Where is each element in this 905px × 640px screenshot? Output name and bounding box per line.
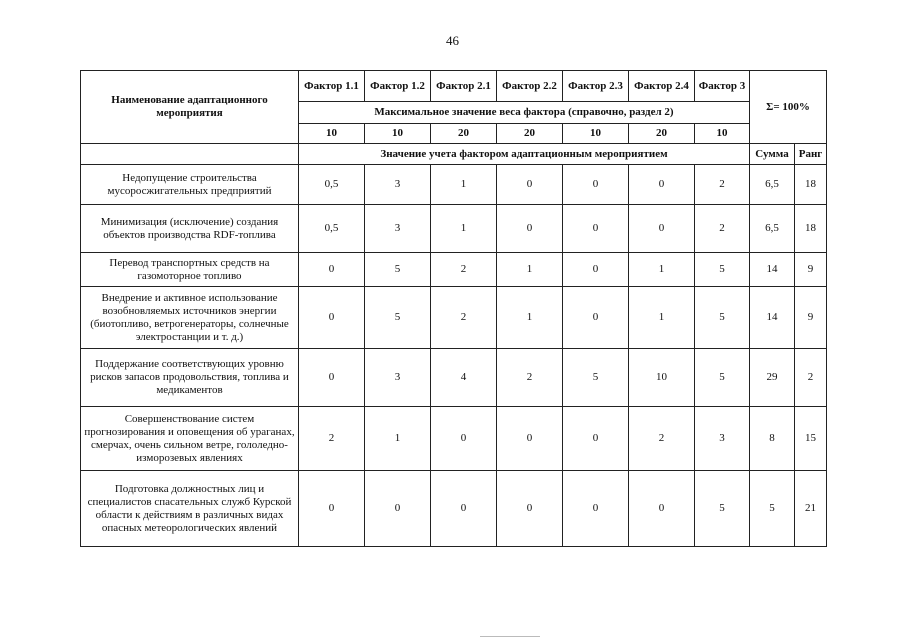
table-row [81, 205, 827, 253]
value-cell: 0 [563, 253, 629, 287]
factor-header: Фактор 1.2 [365, 71, 431, 102]
value-label-row [81, 144, 827, 165]
value-cell: 5 [695, 471, 750, 547]
value-cell: 5 [695, 349, 750, 407]
value-cell: 1 [431, 165, 497, 205]
sum-header: Сумма [750, 144, 795, 165]
rank-cell: 9 [795, 253, 827, 287]
weight-cell: 20 [431, 124, 497, 144]
value-cell: 0 [299, 287, 365, 349]
value-cell: 5 [695, 253, 750, 287]
table-row [81, 165, 827, 205]
value-cell: 0,5 [299, 165, 365, 205]
value-cell: 5 [365, 287, 431, 349]
table-row [81, 471, 827, 547]
value-cell: 1 [365, 407, 431, 471]
weight-cell: 10 [563, 124, 629, 144]
value-cell: 0 [299, 349, 365, 407]
rank-cell: 15 [795, 407, 827, 471]
value-cell: 2 [299, 407, 365, 471]
weight-cell: 10 [695, 124, 750, 144]
value-cell: 3 [695, 407, 750, 471]
measure-name: Минимизация (исключение) создания объектов производства RDF-топлива [81, 205, 299, 253]
max-weight-label: Максимальное значение веса фактора (справочно, раздел 2) [299, 102, 750, 124]
factor-header: Фактор 3 [695, 71, 750, 102]
value-cell: 10 [629, 349, 695, 407]
page-number: 46 [446, 33, 459, 48]
scan-artifact-line [480, 636, 540, 637]
value-cell: 1 [497, 253, 563, 287]
measure-name: Подготовка должностных лиц и специалистов спасательных служб Курской области к действиям в различных видах опасных метеорологических явлений [81, 471, 299, 547]
factor-header: Фактор 2.3 [563, 71, 629, 102]
rank-cell: 18 [795, 165, 827, 205]
value-cell: 3 [365, 205, 431, 253]
value-cell: 0 [497, 407, 563, 471]
value-cell: 3 [365, 349, 431, 407]
sum-cell: 6,5 [750, 205, 795, 253]
value-cell: 0 [497, 165, 563, 205]
value-cell: 0 [497, 471, 563, 547]
value-cell: 0 [563, 287, 629, 349]
value-cell: 0 [563, 205, 629, 253]
factor-header: Фактор 2.2 [497, 71, 563, 102]
measure-name: Поддержание соответствующих уровню рисков запасов продовольствия, топлива и медикаментов [81, 349, 299, 407]
value-cell: 0 [299, 471, 365, 547]
factor-header: Фактор 1.1 [299, 71, 365, 102]
value-cell: 5 [695, 287, 750, 349]
value-cell: 3 [365, 165, 431, 205]
measure-name-header: Наименование адаптационного мероприятия [81, 71, 299, 144]
value-cell: 1 [629, 287, 695, 349]
measure-name: Перевод транспортных средств на газомоторное топливо [81, 253, 299, 287]
sum-cell: 8 [750, 407, 795, 471]
empty-cell [81, 144, 299, 165]
value-cell: 0 [431, 471, 497, 547]
value-cell: 0 [365, 471, 431, 547]
table-row [81, 253, 827, 287]
factor-header-row [81, 71, 827, 102]
value-cell: 0 [629, 471, 695, 547]
value-cell: 5 [563, 349, 629, 407]
value-cell: 1 [431, 205, 497, 253]
sigma-header: Σ= 100% [750, 71, 827, 144]
weight-cell: 20 [497, 124, 563, 144]
value-cell: 5 [365, 253, 431, 287]
value-cell: 2 [431, 287, 497, 349]
value-cell: 0 [563, 407, 629, 471]
value-cell: 2 [497, 349, 563, 407]
value-cell: 0 [299, 253, 365, 287]
value-cell: 2 [629, 407, 695, 471]
value-label: Значение учета фактором адаптационным мероприятием [299, 144, 750, 165]
rank-cell: 9 [795, 287, 827, 349]
weight-cell: 20 [629, 124, 695, 144]
sum-cell: 29 [750, 349, 795, 407]
value-cell: 1 [629, 253, 695, 287]
table-row [81, 287, 827, 349]
value-cell: 0 [629, 165, 695, 205]
sum-cell: 5 [750, 471, 795, 547]
value-cell: 0 [431, 407, 497, 471]
measure-name: Внедрение и активное использование возобновляемых источников энергии (биотопливо, ветрогенераторы, солнечные электростанции и т. д.) [81, 287, 299, 349]
rank-header: Ранг [795, 144, 827, 165]
sum-cell: 14 [750, 253, 795, 287]
measure-name: Недопущение строительства мусоросжигательных предприятий [81, 165, 299, 205]
value-cell: 4 [431, 349, 497, 407]
factor-header: Фактор 2.4 [629, 71, 695, 102]
value-cell: 0,5 [299, 205, 365, 253]
weight-cell: 10 [299, 124, 365, 144]
value-cell: 2 [695, 165, 750, 205]
table-row [81, 349, 827, 407]
weight-cell: 10 [365, 124, 431, 144]
value-cell: 2 [431, 253, 497, 287]
measure-name: Совершенствование систем прогнозирования и оповещения об ураганах, смерчах, очень сильном ветре, гололедно-изморозевых явлениях [81, 407, 299, 471]
rank-cell: 21 [795, 471, 827, 547]
sum-cell: 6,5 [750, 165, 795, 205]
rank-cell: 2 [795, 349, 827, 407]
table-row [81, 407, 827, 471]
sum-cell: 14 [750, 287, 795, 349]
adaptation-measures-table [80, 70, 827, 547]
rank-cell: 18 [795, 205, 827, 253]
value-cell: 0 [629, 205, 695, 253]
value-cell: 0 [563, 165, 629, 205]
factor-header: Фактор 2.1 [431, 71, 497, 102]
value-cell: 0 [563, 471, 629, 547]
value-cell: 1 [497, 287, 563, 349]
value-cell: 2 [695, 205, 750, 253]
value-cell: 0 [497, 205, 563, 253]
